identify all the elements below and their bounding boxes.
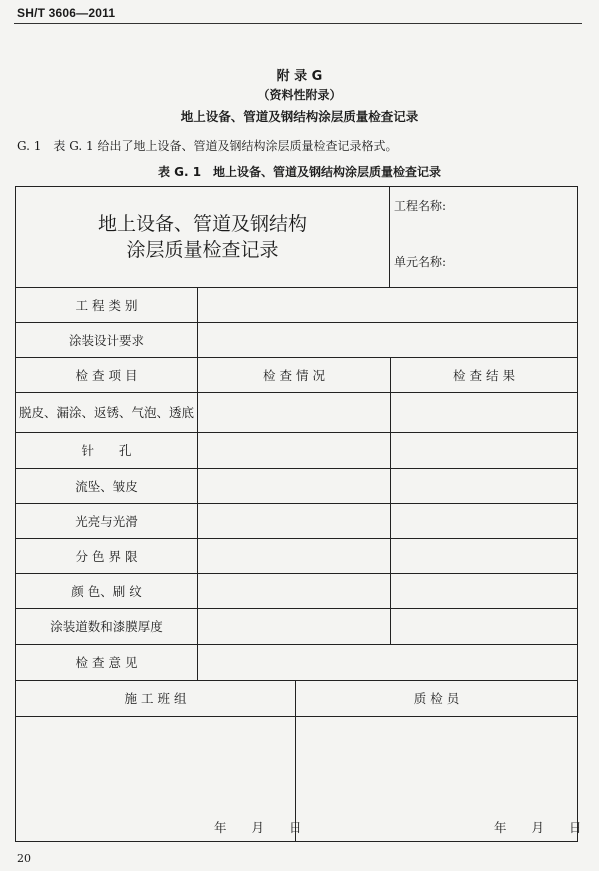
design-requirement-label: 涂装设计要求 — [68, 332, 144, 348]
check-item-sagging: 流坠、皱皮 — [75, 478, 138, 494]
appendix-heading: 地上设备、管道及钢结构涂层质量检查记录 — [180, 109, 419, 124]
unit-name-label: 单元名称: — [394, 255, 447, 269]
form-title-line-2: 涂层质量检查记录 — [126, 239, 279, 261]
project-name-label: 工程名称: — [394, 199, 447, 213]
column-header-status: 检 查 情 况 — [263, 367, 325, 383]
construction-team-label: 施 工 班 组 — [124, 691, 187, 706]
column-header-result: 检 查 结 果 — [453, 367, 515, 383]
date-left: 年 月 日 — [214, 820, 302, 835]
check-item-color-boundary: 分 色 界 限 — [75, 548, 138, 564]
col-rule — [389, 187, 390, 287]
check-item-coat-thickness: 涂装道数和漆膜厚度 — [50, 619, 163, 634]
check-item-color-brush: 颜 色、刷 纹 — [71, 583, 142, 599]
check-item-peeling: 脱皮、漏涂、返锈、气泡、透底 — [18, 405, 194, 420]
date-right: 年 月 日 — [494, 820, 582, 835]
quality-inspector-label: 质 检 员 — [413, 691, 460, 706]
col-rule — [390, 357, 391, 644]
page-number: 20 — [17, 852, 31, 865]
col-rule — [197, 287, 198, 680]
form-title — [16, 187, 389, 287]
project-type-label: 工 程 类 别 — [75, 297, 138, 313]
form-title-line-1: 地上设备、管道及钢结构 — [97, 213, 307, 235]
header-rule — [14, 23, 582, 24]
standard-number: SH/T 3606—2011 — [17, 6, 116, 20]
appendix-title: 附 录 G — [276, 69, 323, 84]
inspection-opinion-label: 检 查 意 见 — [75, 655, 138, 670]
intro-paragraph: G. 1 表 G. 1 给出了地上设备、管道及钢结构涂层质量检查记录格式。 — [17, 139, 398, 153]
row-rule — [16, 716, 577, 717]
column-header-item: 检 查 项 目 — [75, 367, 138, 383]
check-item-pinhole: 针 孔 — [81, 443, 132, 458]
appendix-subtitle: （资料性附录） — [257, 88, 342, 102]
table-caption: 表 G. 1 地上设备、管道及钢结构涂层质量检查记录 — [157, 165, 442, 179]
check-item-gloss: 光亮与光滑 — [75, 513, 138, 529]
